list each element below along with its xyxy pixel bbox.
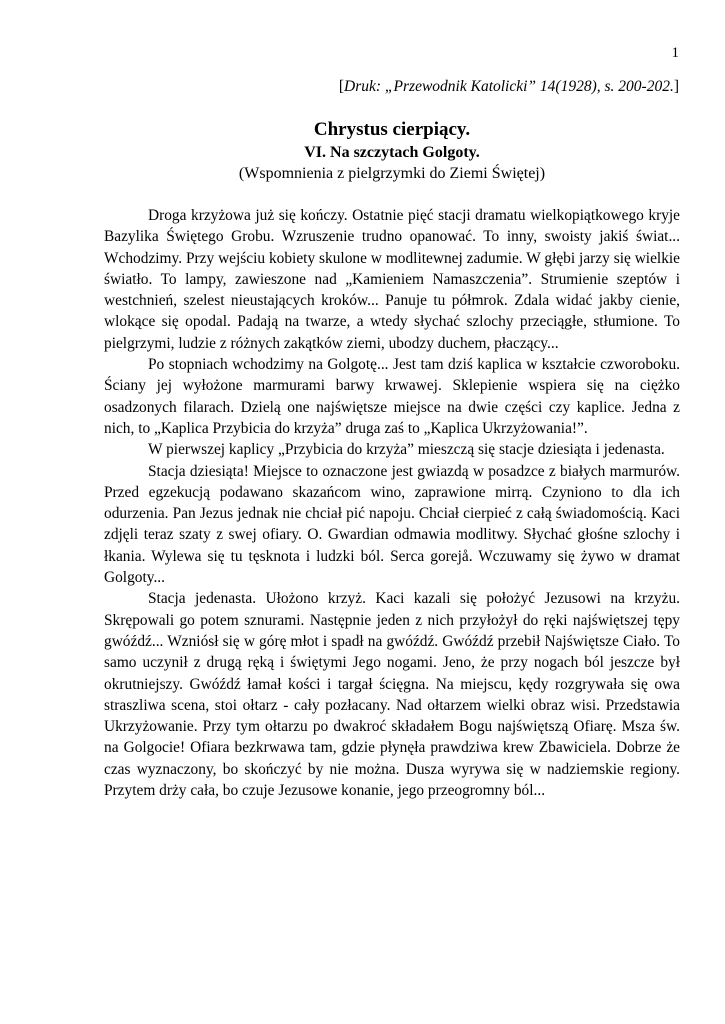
- paragraph: Stacja dziesiąta! Miejsce to oznaczone jest gwiazdą w posadzce z białych marmurów. Przed egzekucją podawano skazańcom wino, zaprawione mirrą. Czyniono to dla ich odurzenia. Pan Jezus jednak nie chciał pić napoju. Chciał cierpieć z całą świadomością. Kaci zdjęli teraz szaty z swej ofiary. O. Gwardian odmawia modlitwy. Słychać głośne szlochy i łkania. Wylewa się tu tęsknota i ludzki ból. Serca gorejå. Wczuwamy się żywo w dramat Golgoty...: [104, 462, 680, 587]
- paragraph: W pierwszej kaplicy „Przybicia do krzyża” mieszczą się stacje dziesiąta i jedenasta.: [148, 441, 665, 459]
- source-citation: Druk: „Przewodnik Katolicki” 14(1928), s. 200-202.: [344, 78, 674, 95]
- paragraph: Stacja jedenasta. Ułożono krzyż. Kaci kazali się położyć Jezusowi na krzyżu. Skrępowali go potem sznurami. Następnie jeden z nich przyłożył do ręki najświętszej tępy gwóźdź... Wzniósł się w górę młot i spadł na gwóźdź. Gwóźdź przebił Najświętsze Ciało. To samo uczynił z drugą ręką i świętymi Jego nogami. Jeno, że przy nogach ból jeszcze był okrutniejszy. Gwóźdź łamał kości i targał ścięgna. Na miejscu, kędy rozgrywała się owa straszliwa scena, stoi ołtarz - cały pozłacany. Nad ołtarzem wielki obraz wisi. Przedstawia Ukrzyżowanie. Przy tym ołtarzu po dwakroć składałem Bogu najświętszą Ofiarę. Msza św. na Golgocie! Ofiara bezkrwawa tam, gdzie płynęła prawdziwa krew Zbawiciela. Dobrze że czas wyznaczony, bo skończyć by nie można. Dusza wyrywa się w nadziemskie regiony. Przytem drży cała, bo czuje Jezusowe konanie, jego przeogromny ból...: [104, 590, 680, 800]
- document-title: Chrystus cierpiący.: [313, 119, 471, 140]
- document-subtitle: VI. Na szczytach Golgoty.: [304, 144, 480, 161]
- page-number: 1: [671, 45, 679, 61]
- source-close-bracket: ]: [673, 78, 679, 95]
- source-open-bracket: [: [338, 78, 345, 95]
- document-subnote: (Wspomnienia z pielgrzymki do Ziemi Świętej): [238, 165, 546, 182]
- body-text: [104, 205, 680, 801]
- paragraph: Po stopniach wchodzimy na Golgotę... Jest tam dziś kaplica w kształcie czworoboku. Ściany jej wyłożone marmurami barwy krwawej. Sklepienie wspiera się na ciężko osadzonych filarach. Dzielą one najświętsze miejsce na dwie części czy kaplice. Jedna z nich, to „Kaplica Przybicia do krzyża” druga zaś to „Kaplica Ukrzyżowania!”.: [104, 356, 680, 437]
- title-block: [104, 118, 680, 184]
- paragraph: Droga krzyżowa już się kończy. Ostatnie pięć stacji dramatu wielkopiątkowego kryje Bazylika Świętego Grobu. Wzruszenie trudno opanować. To inny, swoisty jakiś świat... Wchodzimy. Przy wejściu kobiety skulone w modlitewnej zadumie. W głębi jarzy się wielkie światło. To lampy, zawieszone nad „Kamieniem Namaszczenia”. Strumienie szeptów i westchnień, szelest nieustających kroków... Panuje tu półmrok. Zdala widać jakby cienie, wlokące się opodal. Padają na twarze, a wtedy słychać szlochy przeciągłe, stłumione. To pielgrzymi, ludzie z różnych zakątków ziemi, ubodzy duchem, płaczący...: [104, 207, 680, 352]
- source-note: [339, 77, 679, 97]
